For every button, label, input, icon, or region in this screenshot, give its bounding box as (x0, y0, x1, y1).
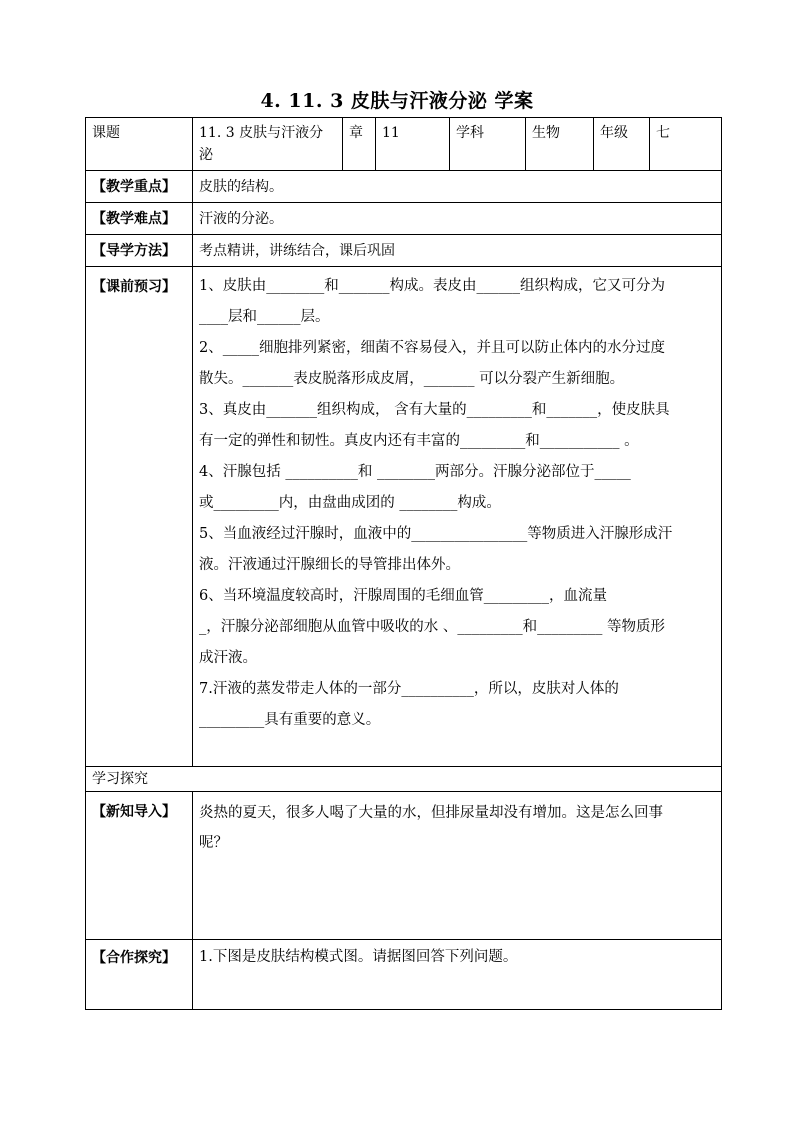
lesson-plan-table (85, 117, 722, 1010)
preview-line: 4、汗腺包括 __________和 ________两部分。汗腺分泌部位于_____ (199, 464, 631, 480)
key-point-label: 【教学重点】 (86, 171, 193, 203)
topic-value: 11. 3 皮肤与汗液分泌 (193, 118, 343, 171)
preview-line: 液。汗液通过汗腺细长的导管排出体外。 (199, 557, 460, 573)
key-point-value: 皮肤的结构。 (193, 171, 722, 203)
preview-content (193, 267, 722, 767)
preview-line: 有一定的弹性和韧性。真皮内还有丰富的_________和___________ 。 (199, 433, 639, 449)
new-knowledge-row (86, 792, 722, 940)
subject-label: 学科 (450, 118, 526, 171)
new-knowledge-line: 炎热的夏天，很多人喝了大量的水，但排尿量却没有增加。这是怎么回事 (199, 805, 663, 821)
explore-row (86, 767, 722, 792)
preview-line: 5、当血液经过汗腺时，血液中的________________等物质进入汗腺形成汗 (199, 526, 673, 542)
preview-line: ____层和______层。 (199, 309, 330, 325)
preview-line: _，汗腺分泌部细胞从血管中吸收的水 、_________和_________ 等物质形 (199, 619, 665, 635)
topic-label: 课题 (86, 118, 193, 171)
cooperation-row (86, 940, 722, 1010)
page-title: 4. 11. 3 皮肤与汗液分泌 学案 (260, 90, 534, 112)
chapter-label: 章 (343, 118, 376, 171)
subject-value: 生物 (526, 118, 594, 171)
preview-line: 1、皮肤由________和_______构成。表皮由______组织构成，它又可分为 (199, 278, 665, 294)
difficulty-value: 汗液的分泌。 (193, 203, 722, 235)
preview-line: 或_________内，由盘曲成团的 ________构成。 (199, 495, 501, 511)
preview-line: _________具有重要的意义。 (199, 712, 381, 728)
method-label: 【导学方法】 (86, 235, 193, 267)
difficulty-label: 【教学难点】 (86, 203, 193, 235)
cooperation-line: 1.下图是皮肤结构模式图。请据图回答下列问题。 (199, 949, 518, 965)
grade-label: 年级 (594, 118, 650, 171)
preview-line: 2、_____细胞排列紧密，细菌不容易侵入，并且可以防止体内的水分过度 (199, 340, 665, 356)
cooperation-label: 【合作探究】 (86, 940, 193, 1010)
method-row (86, 235, 722, 267)
new-knowledge-content (193, 792, 722, 940)
preview-line: 3、真皮由_______组织构成， 含有大量的_________和_______，使皮肤具 (199, 402, 670, 418)
grade-value: 七 (650, 118, 722, 171)
cooperation-content (193, 940, 722, 1010)
header-row (86, 118, 722, 171)
new-knowledge-line: 呢？ (199, 835, 228, 851)
difficulty-row (86, 203, 722, 235)
preview-line: 6、当环境温度较高时，汗腺周围的毛细血管_________，血流量 (199, 588, 607, 604)
preview-label: 【课前预习】 (86, 267, 193, 767)
preview-line: 7.汗液的蒸发带走人体的一部分__________，所以，皮肤对人体的 (199, 681, 619, 697)
key-point-row (86, 171, 722, 203)
preview-line: 成汗液。 (199, 650, 257, 666)
preview-row (86, 267, 722, 767)
preview-line: 散失。_______表皮脱落形成皮屑，_______ 可以分裂产生新细胞。 (199, 371, 625, 387)
method-value: 考点精讲，讲练结合，课后巩固 (193, 235, 722, 267)
chapter-value: 11 (376, 118, 450, 171)
new-knowledge-label: 【新知导入】 (86, 792, 193, 940)
explore-label: 学习探究 (86, 767, 722, 792)
